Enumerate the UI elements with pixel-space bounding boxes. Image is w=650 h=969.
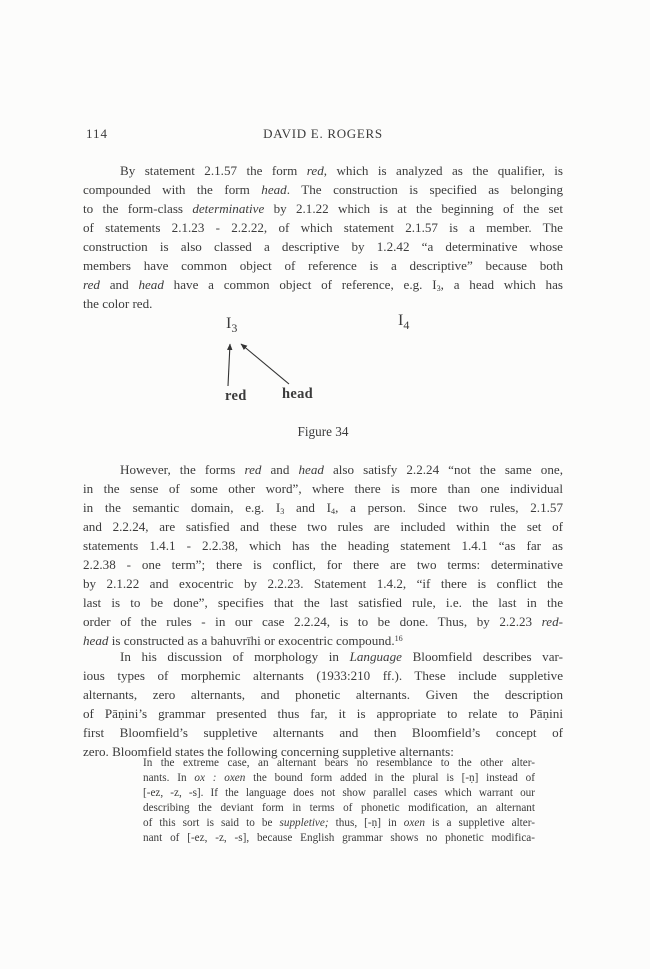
quote-line: [-ez, -z, -s]. If the language does not show parallel cases which warrant our — [143, 787, 535, 799]
block-quote — [143, 756, 535, 846]
page-number: 114 — [86, 126, 109, 141]
quote-line: nant of [-ez, -z, -s], because English grammar shows no phonetic modifica- — [143, 832, 535, 844]
text-line: members have common object of reference is a descriptive” because both — [83, 258, 563, 273]
quote-line: describing the deviant form in terms of phonetic modification, an alternant — [143, 802, 535, 814]
figure-node-i4: $I_4$ — [398, 312, 410, 332]
quote-line: nants. In ox : oxen the bound form added in the plural is [-ṇ] instead of — [143, 772, 535, 784]
text-line: head is constructed as a bahuvrīhi or exocentric compound.$^{16}$ — [83, 633, 403, 648]
arrow-head-to-i3 — [241, 344, 289, 384]
text-line: the color red. — [83, 296, 153, 311]
text-line: alternants, zero alternants, and phonetic alternants. Given the description — [83, 687, 563, 702]
text-line: to the form-class determinative by 2.1.22 which is at the beginning of the set — [83, 201, 563, 216]
paragraph-1 — [83, 161, 563, 313]
text-line: ious types of morphemic alternants (1933:210 ff.). These include suppletive — [83, 668, 563, 683]
text-line: of statements 2.1.23 - 2.2.22, of which statement 2.1.57 is a member. The — [83, 220, 563, 235]
figure-arrows — [180, 300, 380, 400]
text-line: zero. Bloomfield states the following concerning suppletive alternants: — [83, 744, 454, 759]
text-line: of Pāṇini’s grammar presented thus far, it is appropriate to relate to Pāṇini — [83, 706, 563, 721]
running-head: DAVID E. ROGERS — [263, 126, 383, 141]
text-line: first Bloomfield’s suppletive alternants and then Bloomfield’s concept of — [83, 725, 563, 740]
text-line: construction is also classed a descriptive by 1.2.42 “a determinative whose — [83, 239, 563, 254]
text-line: last is to be done”, specifies that the last satisfied rule, i.e. the last in the — [83, 595, 563, 610]
text-line: in the sense of some other word”, where there is more than one individual — [83, 481, 563, 496]
text-line: in the semantic domain, e.g. $I_3$ and $I_4$, a person. Since two rules, 2.1.57 — [83, 500, 563, 517]
text-line: In his discussion of morphology in Language Bloomfield describes var- — [120, 649, 563, 664]
text-line: 2.2.38 - one term”; there is conflict, for there are two terms: determinative — [83, 557, 563, 572]
figure-label-red: red — [225, 388, 247, 404]
text-line: order of the rules - in our case 2.2.24, is to be done. Thus, by 2.2.23 red- — [83, 614, 563, 629]
text-line: statements 1.4.1 - 2.2.38, which has the heading statement 1.4.1 “as far as — [83, 538, 563, 553]
text-line: However, the forms red and head also satisfy 2.2.24 “not the same one, — [120, 462, 563, 477]
text-line: compounded with the form head. The construction is specified as belonging — [83, 182, 563, 197]
text-line: red and head have a common object of reference, e.g. $I_3$, a head which has — [83, 277, 563, 294]
paragraph-3 — [83, 647, 563, 761]
figure-caption: Figure 34 — [297, 424, 349, 439]
page-header — [83, 126, 563, 142]
paragraph-2 — [83, 460, 563, 650]
arrow-red-to-i3 — [228, 344, 230, 386]
figure-label-head: head — [282, 386, 314, 402]
quote-line: In the extreme case, an alternant bears no resemblance to the other alter- — [143, 757, 535, 769]
text-line: By statement 2.1.57 the form red, which is analyzed as the qualifier, is — [120, 163, 563, 178]
figure-node-i3: $I_3$ — [226, 315, 238, 335]
text-line: by 2.1.22 and exocentric by 2.2.23. Statement 1.4.2, “if there is conflict the — [83, 576, 563, 591]
quote-line: of this sort is said to be suppletive; thus, [-ṇ] in oxen is a suppletive alter- — [143, 817, 535, 829]
text-line: and 2.2.24, are satisfied and these two rules are included within the set of — [83, 519, 563, 534]
